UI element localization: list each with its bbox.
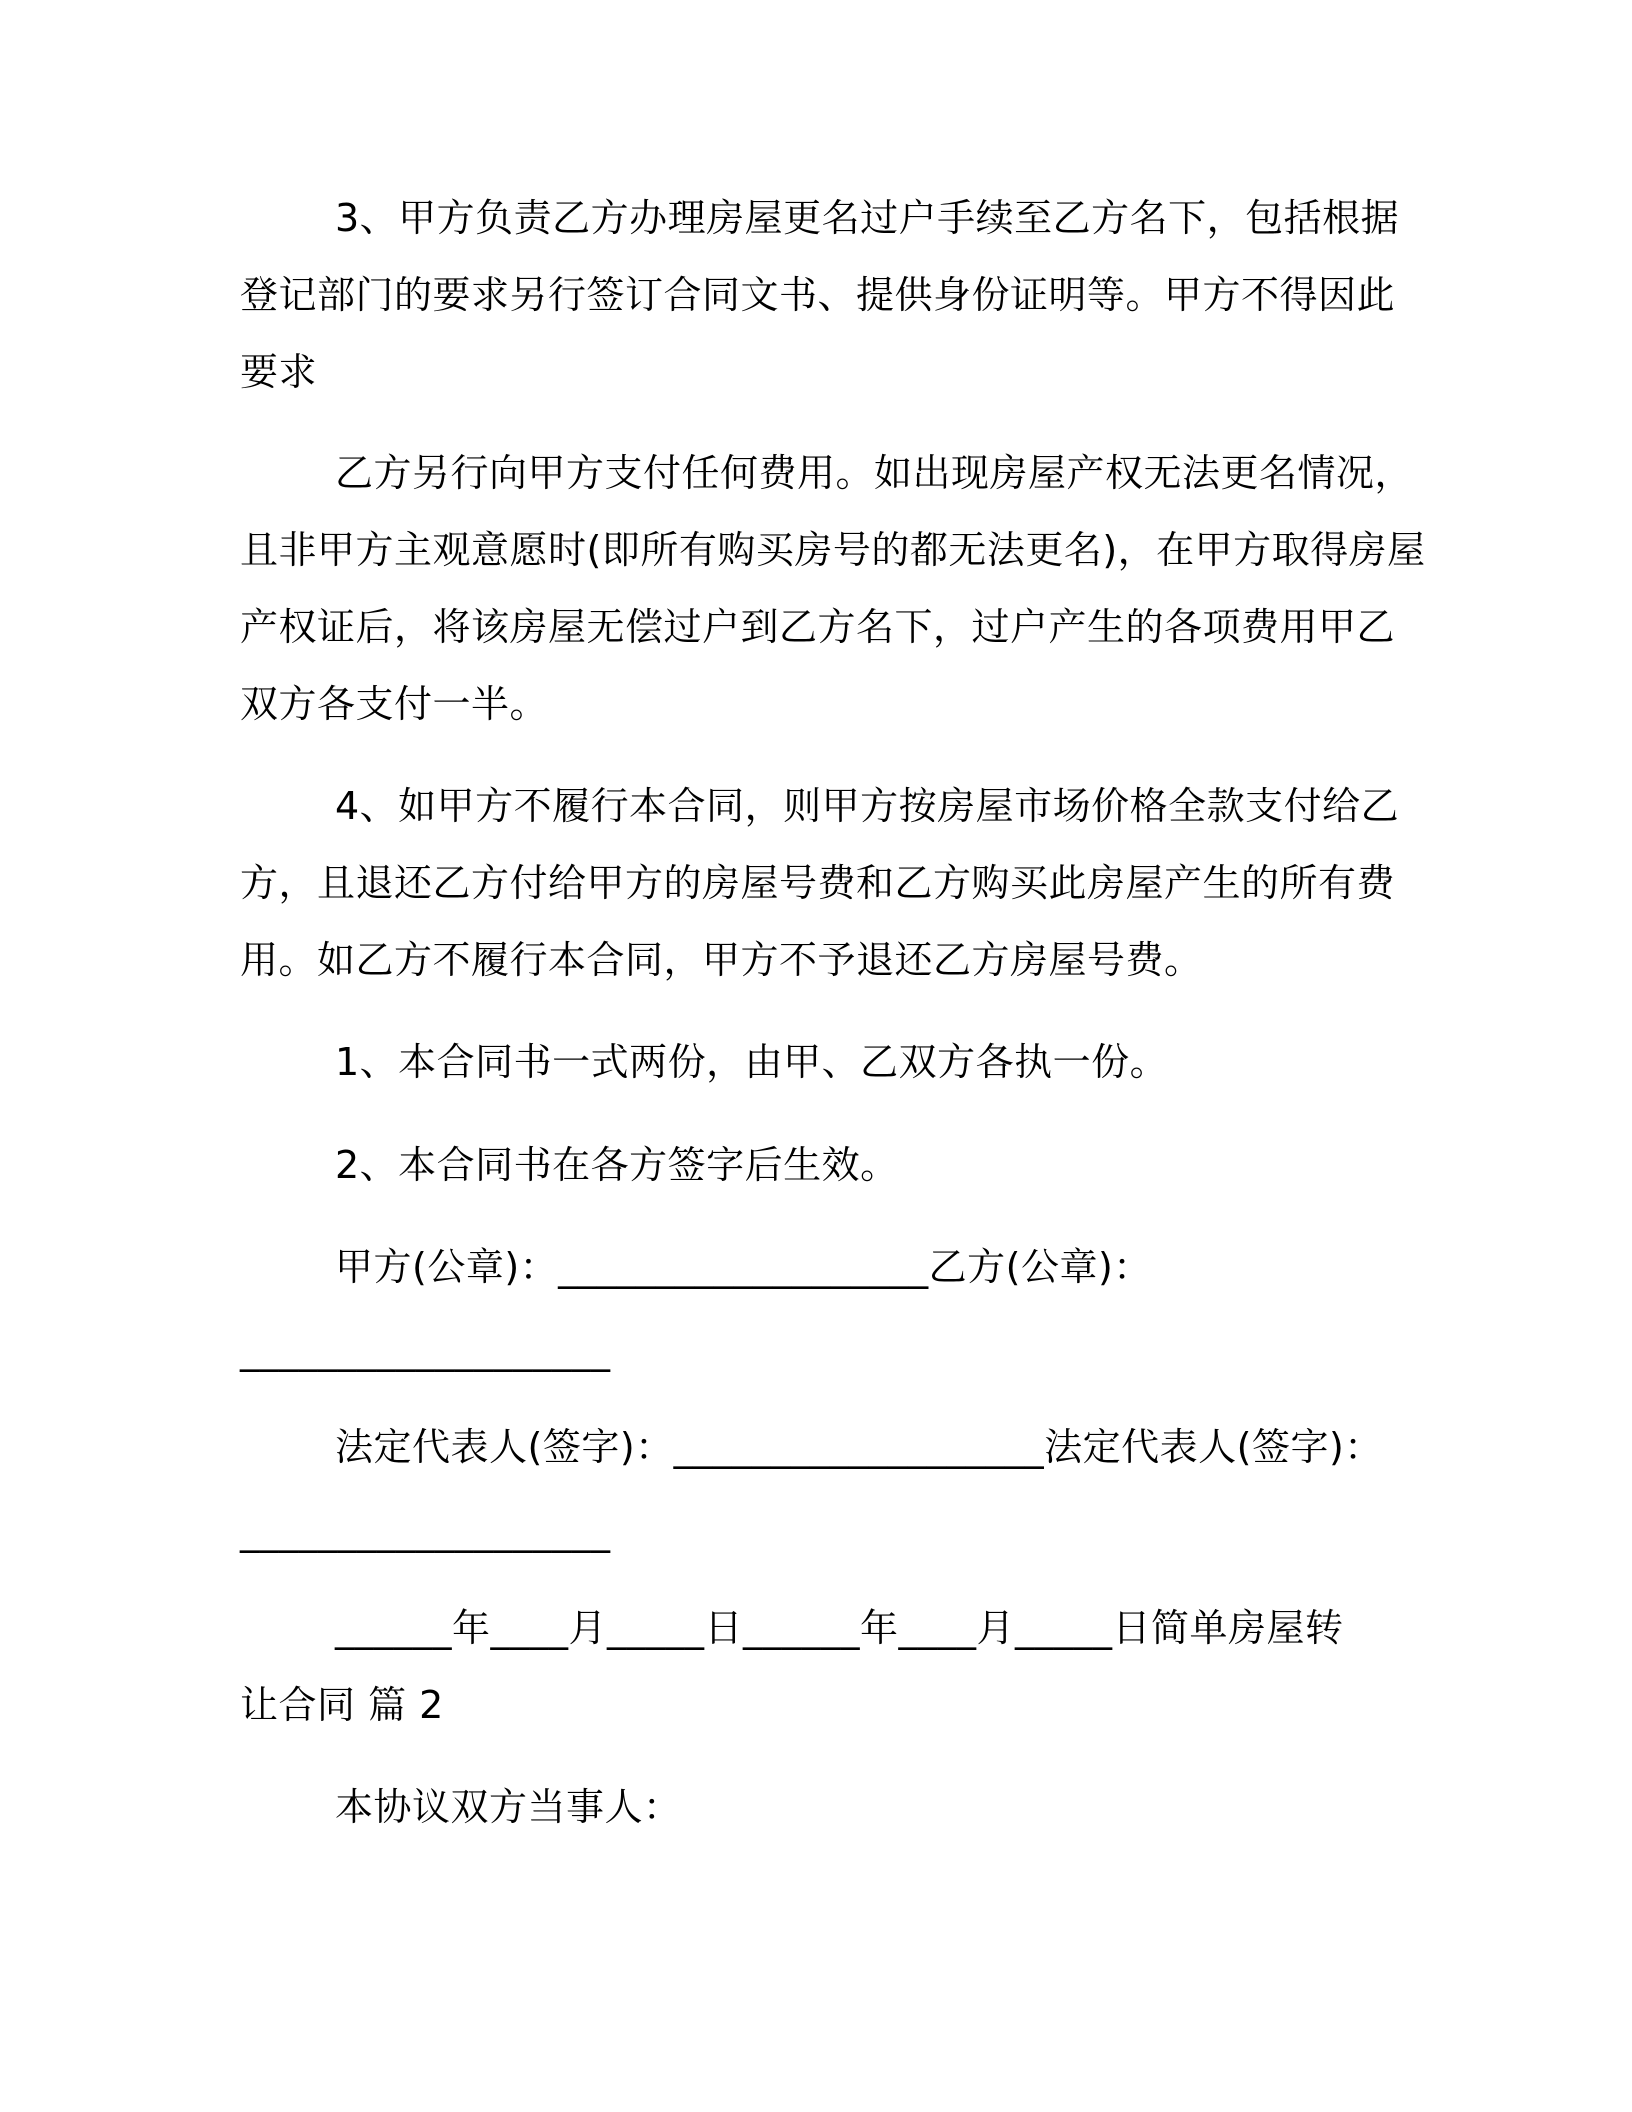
date-line-2: 让合同 篇 2	[240, 1683, 444, 1727]
seal-line-1: 甲方(公章)：___________________乙方(公章)：	[335, 1245, 1152, 1289]
clause-3-line-3: 要求	[240, 350, 318, 394]
representative-line-1: 法定代表人(签字)：___________________法定代表人(签字)：	[335, 1425, 1383, 1469]
clause-3-cont-line-2: 且非甲方主观意愿时(即所有购买房号的都无法更名)，在甲方取得房屋	[240, 528, 1426, 572]
clause-3-line-1: 3、甲方负责乙方办理房屋更名过户手续至乙方名下，包括根据	[335, 196, 1400, 240]
clause-3-line-2: 登记部门的要求另行签订合同文书、提供身份证明等。甲方不得因此	[240, 273, 1396, 317]
clause-3-cont-line-3: 产权证后，将该房屋无偿过户到乙方名下，过户产生的各项费用甲乙	[240, 605, 1396, 649]
clause-4-line-2: 方，且退还乙方付给甲方的房屋号费和乙方购买此房屋产生的所有费	[240, 861, 1396, 905]
date-line-1: ______年____月_____日______年____月_____日简单房屋转	[335, 1606, 1344, 1650]
seal-line-2: ___________________	[240, 1328, 611, 1372]
parties-intro: 本协议双方当事人：	[335, 1785, 682, 1829]
clause-4-line-1: 4、如甲方不履行本合同，则甲方按房屋市场价格全款支付给乙	[335, 784, 1400, 828]
clause-4-line-3: 用。如乙方不履行本合同，甲方不予退还乙方房屋号费。	[240, 938, 1203, 982]
final-clause-1: 1、本合同书一式两份，由甲、乙双方各执一份。	[335, 1040, 1169, 1084]
clause-3-cont-line-4: 双方各支付一半。	[240, 682, 549, 726]
final-clause-2: 2、本合同书在各方签字后生效。	[335, 1143, 899, 1187]
clause-3-cont-line-1: 乙方另行向甲方支付任何费用。如出现房屋产权无法更名情况，	[335, 451, 1414, 495]
representative-line-2: ___________________	[240, 1509, 611, 1553]
